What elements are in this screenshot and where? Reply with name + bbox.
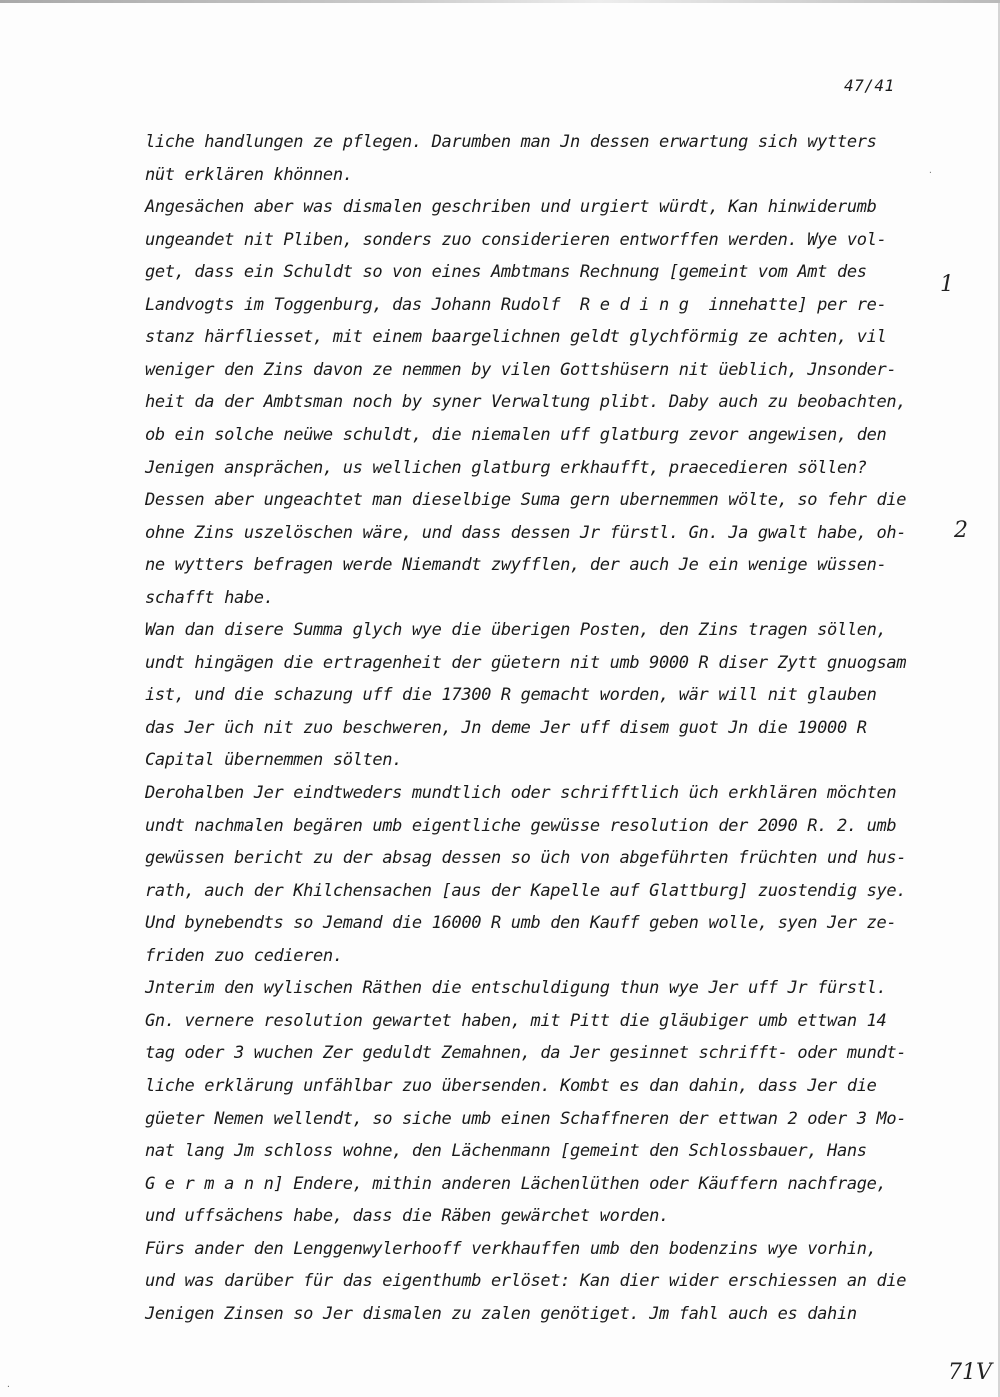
text-line: Angesächen aber was dismalen geschriben und urgiert würdt, Kan hinwiderumb [145, 197, 877, 218]
margin-note-1: 1 [940, 272, 954, 297]
text-line: güeter Nemen wellendt, so siche umb einen Schaffneren der ettwan 2 oder 3 Mo- [145, 1108, 907, 1129]
text-line: weniger den Zins davon ze nemmen by vilen Gottshüsern nit üeblich, Jnsonder- [145, 359, 897, 380]
text-line: nüt erklären khönnen. [145, 164, 353, 185]
page-number: 47/41 [844, 76, 895, 95]
text-line: heit da der Ambtsman noch by syner Verwaltung plibt. Daby auch zu beobachten, [145, 392, 907, 413]
text-line: get, dass ein Schuldt so von eines Ambtmans Rechnung [gemeint vom Amt des [145, 262, 867, 283]
text-line: ne wytters befragen werde Niemandt zwyfflen, der auch Je ein wenige wüssen- [145, 555, 887, 576]
text-line: Und bynebendts so Jemand die 16000 R umb den Kauff geben wolle, syen Jer ze- [145, 913, 897, 934]
text-line: Jenigen Zinsen so Jer dismalen zu zalen genötiget. Jm fahl auch es dahin [145, 1303, 857, 1324]
text-line: nat lang Jm schloss wohne, den Lächenmann [gemeint den Schlossbauer, Hans [145, 1141, 867, 1162]
text-line: liche erklärung unfählbar zuo übersenden. Kombt es dan dahin, dass Jer die [145, 1075, 877, 1096]
text-line: liche handlungen ze pflegen. Darumben man Jn dessen erwartung sich wytters [145, 132, 877, 152]
text-line: Jenigen ansprächen, us wellichen glatburg erkhaufft, praecedieren söllen? [145, 457, 867, 478]
text-line: G e r m a n n] Endere, mithin anderen Lächenlüthen oder Käuffern nachfrage, [145, 1173, 887, 1194]
text-line: Capital übernemmen sölten. [145, 750, 403, 771]
text-line: undt nachmalen begären umb eigentliche gewüsse resolution der 2090 R. 2. umb [145, 815, 897, 836]
text-line: friden zuo cedieren. [145, 945, 343, 966]
text-line: Gn. vernere resolution gewartet haben, mit Pitt die gläubiger umb ettwan 14 [145, 1010, 887, 1031]
margin-note-2: 2 [954, 518, 968, 543]
text-line: und uffsächens habe, dass die Räben gewärchet worden. [145, 1206, 669, 1227]
stray-mark-right: · [928, 168, 933, 177]
text-line: das Jer üch nit zuo beschweren, Jn deme Jer uff disem guot Jn die 19000 R [145, 717, 867, 738]
text-line: Derohalben Jer eindtweders mundtlich oder schrifftlich üch erkhlären möchten [145, 783, 897, 803]
text-line: rath, auch der Khilchensachen [aus der Kapelle auf Glattburg] zuostendig sye. [145, 880, 907, 901]
text-line: ungeandet nit Pliben, sonders zuo considerieren entworffen werden. Wye vol- [145, 229, 887, 250]
text-line: stanz härfliesset, mit einem baargelichnen geldt glychförmig ze achten, vil [145, 327, 887, 348]
text-line: Jnterim den wylischen Räthen die entschuldigung thun wye Jer uff Jr fürstl. [145, 978, 887, 999]
text-line: schafft habe. [145, 587, 274, 608]
footer-folio-mark: 71V [948, 1360, 992, 1385]
text-line: ohne Zins uszelöschen wäre, und dass dessen Jr fürstl. Gn. Ja gwalt habe, oh- [145, 522, 907, 543]
text-line: Landvogts im Toggenburg, das Johann Rudolf R e d i n g innehatte] per re- [145, 294, 887, 315]
text-line: tag oder 3 wuchen Zer geduldt Zemahnen, da Jer gesinnet schrifft- oder mundt- [145, 1043, 907, 1064]
text-line: undt hingägen die ertragenheit der güetern nit umb 9000 R diser Zytt gnuogsam [145, 652, 907, 673]
text-line: und was darüber für das eigenthumb erlöset: Kan dier wider erschiessen an die [145, 1271, 907, 1292]
text-line: ist, und die schazung uff die 17300 R gemacht worden, wär will nit glauben [145, 685, 877, 706]
text-line: Fürs ander den Lenggenwylerhooff verkhauffen umb den bodenzins wye vorhin, [145, 1238, 877, 1259]
text-line: Dessen aber ungeachtet man dieselbige Suma gern ubernemmen wölte, so fehr die [145, 490, 907, 511]
text-line: ob ein solche neüwe schuldt, die niemalen uff glatburg zevor angewisen, den [145, 424, 887, 445]
top-edge-rule [0, 0, 1000, 3]
stray-mark-left: . [6, 1380, 11, 1389]
text-line: gewüssen bericht zu der absag dessen so üch von abgeführten früchten und hus- [145, 848, 907, 869]
text-line: Wan dan disere Summa glych wye die überigen Posten, den Zins tragen söllen, [145, 620, 887, 641]
